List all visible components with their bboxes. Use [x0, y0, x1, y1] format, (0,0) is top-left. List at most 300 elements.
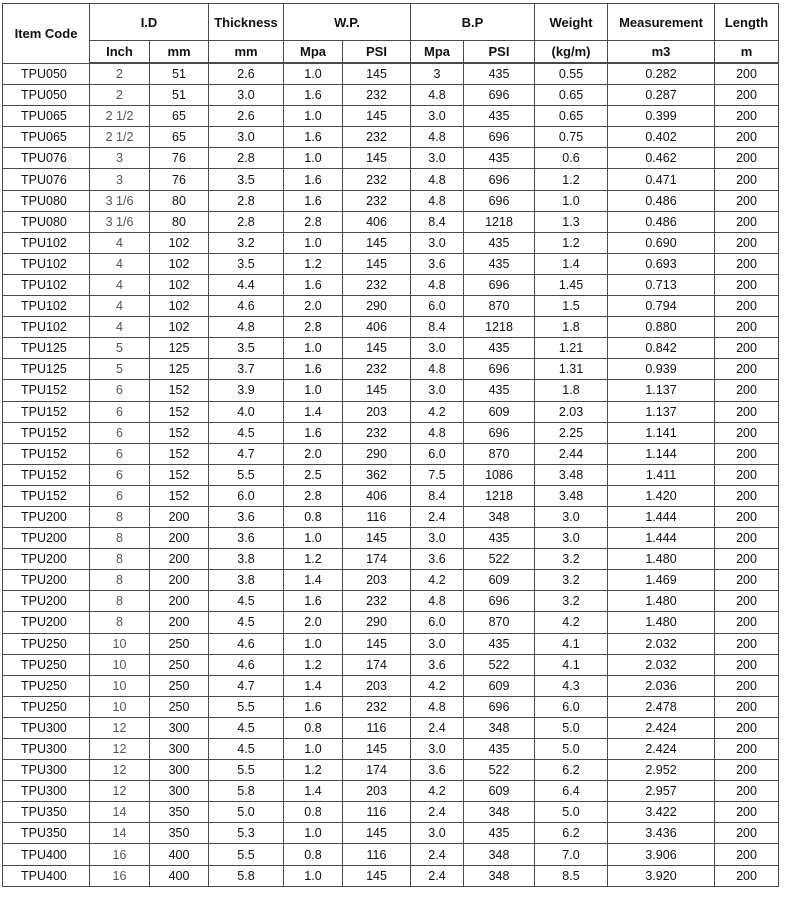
cell-weight: 3.0	[535, 528, 608, 549]
table-row	[3, 844, 779, 865]
cell-length: 200	[715, 359, 779, 380]
cell-measurement: 0.690	[608, 232, 715, 253]
cell-bp-psi: 522	[464, 549, 535, 570]
cell-measurement: 2.424	[608, 739, 715, 760]
cell-wp-psi: 116	[343, 717, 411, 738]
cell-length: 200	[715, 760, 779, 781]
cell-thickness: 5.8	[209, 865, 284, 886]
cell-thickness: 2.8	[209, 190, 284, 211]
cell-id-mm: 300	[150, 760, 209, 781]
cell-thickness: 4.7	[209, 675, 284, 696]
cell-bp-psi: 348	[464, 506, 535, 527]
cell-item-code: TPU300	[3, 739, 90, 760]
cell-wp-psi: 145	[343, 253, 411, 274]
subheader-bp-mpa: Mpa	[411, 41, 464, 64]
cell-bp-mpa: 3.0	[411, 338, 464, 359]
cell-weight: 4.1	[535, 633, 608, 654]
cell-bp-psi: 609	[464, 401, 535, 422]
cell-id-mm: 102	[150, 317, 209, 338]
cell-item-code: TPU152	[3, 401, 90, 422]
cell-measurement: 0.399	[608, 106, 715, 127]
cell-id-inch: 16	[90, 844, 150, 865]
table-row	[3, 127, 779, 148]
cell-wp-mpa: 1.6	[284, 190, 343, 211]
cell-length: 200	[715, 106, 779, 127]
cell-thickness: 6.0	[209, 485, 284, 506]
cell-id-inch: 4	[90, 274, 150, 295]
cell-wp-psi: 232	[343, 591, 411, 612]
cell-thickness: 2.6	[209, 63, 284, 85]
cell-id-mm: 102	[150, 253, 209, 274]
cell-wp-mpa: 1.0	[284, 232, 343, 253]
cell-id-inch: 6	[90, 443, 150, 464]
table-row	[3, 422, 779, 443]
cell-item-code: TPU125	[3, 359, 90, 380]
cell-bp-psi: 696	[464, 274, 535, 295]
cell-length: 200	[715, 591, 779, 612]
cell-measurement: 2.036	[608, 675, 715, 696]
cell-measurement: 0.486	[608, 211, 715, 232]
cell-id-mm: 200	[150, 570, 209, 591]
cell-wp-psi: 174	[343, 549, 411, 570]
cell-wp-psi: 232	[343, 127, 411, 148]
table-row	[3, 359, 779, 380]
cell-weight: 5.0	[535, 802, 608, 823]
cell-wp-psi: 145	[343, 380, 411, 401]
cell-id-mm: 300	[150, 739, 209, 760]
cell-length: 200	[715, 506, 779, 527]
cell-id-inch: 10	[90, 633, 150, 654]
cell-measurement: 2.478	[608, 696, 715, 717]
cell-length: 200	[715, 380, 779, 401]
subheader-wp-psi: PSI	[343, 41, 411, 64]
cell-length: 200	[715, 190, 779, 211]
cell-id-inch: 8	[90, 528, 150, 549]
cell-wp-mpa: 1.6	[284, 422, 343, 443]
cell-wp-psi: 174	[343, 654, 411, 675]
cell-item-code: TPU250	[3, 696, 90, 717]
cell-thickness: 3.8	[209, 549, 284, 570]
cell-measurement: 1.144	[608, 443, 715, 464]
cell-length: 200	[715, 654, 779, 675]
cell-id-mm: 400	[150, 844, 209, 865]
cell-wp-mpa: 2.0	[284, 612, 343, 633]
cell-weight: 2.44	[535, 443, 608, 464]
cell-id-inch: 2	[90, 63, 150, 85]
cell-thickness: 4.5	[209, 591, 284, 612]
cell-item-code: TPU300	[3, 781, 90, 802]
cell-wp-psi: 145	[343, 63, 411, 85]
cell-bp-psi: 696	[464, 85, 535, 106]
cell-length: 200	[715, 296, 779, 317]
cell-id-mm: 152	[150, 485, 209, 506]
cell-measurement: 0.462	[608, 148, 715, 169]
cell-measurement: 0.880	[608, 317, 715, 338]
cell-length: 200	[715, 802, 779, 823]
cell-bp-psi: 696	[464, 169, 535, 190]
cell-id-inch: 12	[90, 760, 150, 781]
cell-thickness: 3.9	[209, 380, 284, 401]
cell-wp-psi: 232	[343, 696, 411, 717]
cell-wp-psi: 290	[343, 612, 411, 633]
cell-item-code: TPU080	[3, 190, 90, 211]
cell-weight: 1.31	[535, 359, 608, 380]
cell-wp-mpa: 0.8	[284, 717, 343, 738]
cell-item-code: TPU200	[3, 549, 90, 570]
cell-wp-mpa: 1.6	[284, 127, 343, 148]
cell-wp-mpa: 1.6	[284, 85, 343, 106]
cell-weight: 1.8	[535, 317, 608, 338]
cell-bp-psi: 609	[464, 781, 535, 802]
cell-id-inch: 14	[90, 802, 150, 823]
table-row	[3, 781, 779, 802]
cell-weight: 6.0	[535, 696, 608, 717]
subheader-measurement-unit: m3	[608, 41, 715, 64]
cell-weight: 1.8	[535, 380, 608, 401]
cell-wp-psi: 145	[343, 865, 411, 886]
cell-length: 200	[715, 485, 779, 506]
cell-id-inch: 12	[90, 717, 150, 738]
cell-weight: 3.2	[535, 591, 608, 612]
cell-measurement: 2.952	[608, 760, 715, 781]
cell-item-code: TPU125	[3, 338, 90, 359]
cell-length: 200	[715, 528, 779, 549]
table-row	[3, 823, 779, 844]
cell-bp-mpa: 3.0	[411, 633, 464, 654]
cell-measurement: 1.480	[608, 612, 715, 633]
cell-wp-psi: 406	[343, 211, 411, 232]
cell-weight: 1.5	[535, 296, 608, 317]
cell-wp-psi: 145	[343, 739, 411, 760]
cell-measurement: 1.137	[608, 380, 715, 401]
cell-thickness: 3.2	[209, 232, 284, 253]
cell-wp-psi: 232	[343, 169, 411, 190]
cell-id-inch: 8	[90, 591, 150, 612]
cell-bp-psi: 435	[464, 253, 535, 274]
cell-thickness: 3.0	[209, 127, 284, 148]
cell-item-code: TPU350	[3, 802, 90, 823]
cell-bp-psi: 435	[464, 148, 535, 169]
header-weight: Weight	[535, 4, 608, 41]
cell-id-mm: 152	[150, 401, 209, 422]
cell-measurement: 1.137	[608, 401, 715, 422]
cell-wp-psi: 406	[343, 317, 411, 338]
cell-id-mm: 102	[150, 232, 209, 253]
cell-item-code: TPU250	[3, 633, 90, 654]
cell-id-inch: 8	[90, 612, 150, 633]
cell-item-code: TPU050	[3, 85, 90, 106]
cell-weight: 6.2	[535, 823, 608, 844]
cell-thickness: 4.7	[209, 443, 284, 464]
cell-length: 200	[715, 781, 779, 802]
cell-length: 200	[715, 633, 779, 654]
cell-wp-mpa: 1.0	[284, 380, 343, 401]
cell-measurement: 1.480	[608, 591, 715, 612]
cell-item-code: TPU102	[3, 296, 90, 317]
cell-item-code: TPU065	[3, 106, 90, 127]
cell-wp-psi: 145	[343, 148, 411, 169]
cell-wp-mpa: 1.0	[284, 865, 343, 886]
cell-bp-psi: 1218	[464, 485, 535, 506]
table-row	[3, 654, 779, 675]
table-header	[3, 4, 779, 64]
cell-length: 200	[715, 148, 779, 169]
cell-thickness: 4.6	[209, 654, 284, 675]
cell-measurement: 0.693	[608, 253, 715, 274]
spec-table	[2, 3, 779, 887]
cell-wp-psi: 203	[343, 675, 411, 696]
table-row	[3, 760, 779, 781]
cell-bp-psi: 696	[464, 591, 535, 612]
subheader-inch: Inch	[90, 41, 150, 64]
cell-thickness: 4.5	[209, 717, 284, 738]
cell-bp-mpa: 6.0	[411, 443, 464, 464]
cell-length: 200	[715, 63, 779, 85]
cell-id-mm: 250	[150, 675, 209, 696]
cell-id-inch: 4	[90, 253, 150, 274]
table-row	[3, 717, 779, 738]
table-row	[3, 211, 779, 232]
cell-bp-mpa: 3.0	[411, 106, 464, 127]
cell-measurement: 1.444	[608, 528, 715, 549]
cell-wp-mpa: 2.8	[284, 317, 343, 338]
cell-measurement: 1.480	[608, 549, 715, 570]
cell-length: 200	[715, 823, 779, 844]
cell-item-code: TPU200	[3, 612, 90, 633]
cell-id-mm: 152	[150, 443, 209, 464]
cell-wp-mpa: 1.0	[284, 338, 343, 359]
cell-item-code: TPU400	[3, 865, 90, 886]
cell-thickness: 4.0	[209, 401, 284, 422]
cell-thickness: 4.6	[209, 296, 284, 317]
cell-wp-psi: 362	[343, 464, 411, 485]
table-row	[3, 443, 779, 464]
cell-bp-mpa: 2.4	[411, 865, 464, 886]
cell-bp-mpa: 3.0	[411, 232, 464, 253]
cell-item-code: TPU102	[3, 253, 90, 274]
cell-wp-psi: 290	[343, 443, 411, 464]
cell-thickness: 3.8	[209, 570, 284, 591]
cell-measurement: 0.287	[608, 85, 715, 106]
cell-id-mm: 400	[150, 865, 209, 886]
cell-id-inch: 8	[90, 570, 150, 591]
cell-id-mm: 200	[150, 549, 209, 570]
cell-wp-mpa: 1.0	[284, 739, 343, 760]
cell-thickness: 2.8	[209, 148, 284, 169]
cell-length: 200	[715, 570, 779, 591]
cell-item-code: TPU200	[3, 591, 90, 612]
cell-id-mm: 152	[150, 422, 209, 443]
cell-measurement: 2.032	[608, 654, 715, 675]
cell-wp-mpa: 1.4	[284, 675, 343, 696]
cell-id-inch: 6	[90, 422, 150, 443]
cell-weight: 1.2	[535, 169, 608, 190]
cell-wp-mpa: 2.0	[284, 296, 343, 317]
cell-length: 200	[715, 253, 779, 274]
cell-bp-psi: 435	[464, 232, 535, 253]
cell-id-mm: 102	[150, 296, 209, 317]
cell-thickness: 4.5	[209, 739, 284, 760]
cell-id-mm: 152	[150, 464, 209, 485]
table-row	[3, 296, 779, 317]
cell-weight: 0.55	[535, 63, 608, 85]
cell-wp-mpa: 1.6	[284, 274, 343, 295]
cell-weight: 6.4	[535, 781, 608, 802]
cell-bp-psi: 435	[464, 63, 535, 85]
cell-item-code: TPU300	[3, 717, 90, 738]
header-measurement: Measurement	[608, 4, 715, 41]
cell-id-mm: 300	[150, 781, 209, 802]
cell-measurement: 2.424	[608, 717, 715, 738]
cell-bp-mpa: 4.8	[411, 127, 464, 148]
cell-weight: 0.65	[535, 85, 608, 106]
cell-wp-psi: 203	[343, 781, 411, 802]
cell-measurement: 0.282	[608, 63, 715, 85]
table-row	[3, 169, 779, 190]
table-row	[3, 696, 779, 717]
cell-bp-psi: 348	[464, 844, 535, 865]
cell-length: 200	[715, 317, 779, 338]
table-row	[3, 528, 779, 549]
table-row	[3, 317, 779, 338]
cell-bp-psi: 522	[464, 654, 535, 675]
cell-bp-mpa: 2.4	[411, 717, 464, 738]
cell-wp-mpa: 1.6	[284, 169, 343, 190]
cell-item-code: TPU152	[3, 380, 90, 401]
cell-id-mm: 76	[150, 169, 209, 190]
cell-wp-mpa: 1.2	[284, 253, 343, 274]
cell-measurement: 1.411	[608, 464, 715, 485]
cell-bp-psi: 348	[464, 717, 535, 738]
cell-weight: 0.75	[535, 127, 608, 148]
cell-bp-mpa: 4.8	[411, 422, 464, 443]
cell-length: 200	[715, 169, 779, 190]
cell-wp-mpa: 1.0	[284, 63, 343, 85]
cell-id-inch: 3 1/6	[90, 190, 150, 211]
cell-thickness: 3.7	[209, 359, 284, 380]
table-row	[3, 591, 779, 612]
cell-id-mm: 250	[150, 654, 209, 675]
cell-bp-psi: 435	[464, 633, 535, 654]
cell-item-code: TPU080	[3, 211, 90, 232]
cell-item-code: TPU152	[3, 443, 90, 464]
cell-length: 200	[715, 696, 779, 717]
cell-id-inch: 10	[90, 696, 150, 717]
subheader-id-mm: mm	[150, 41, 209, 64]
cell-weight: 4.1	[535, 654, 608, 675]
table-row	[3, 232, 779, 253]
cell-length: 200	[715, 211, 779, 232]
cell-length: 200	[715, 717, 779, 738]
cell-item-code: TPU250	[3, 654, 90, 675]
cell-id-inch: 14	[90, 823, 150, 844]
cell-id-mm: 80	[150, 211, 209, 232]
cell-wp-psi: 232	[343, 422, 411, 443]
cell-measurement: 3.920	[608, 865, 715, 886]
cell-length: 200	[715, 127, 779, 148]
cell-bp-mpa: 4.2	[411, 675, 464, 696]
cell-item-code: TPU076	[3, 169, 90, 190]
cell-wp-psi: 116	[343, 802, 411, 823]
cell-wp-mpa: 1.0	[284, 148, 343, 169]
cell-measurement: 0.842	[608, 338, 715, 359]
cell-measurement: 3.906	[608, 844, 715, 865]
cell-weight: 3.48	[535, 485, 608, 506]
cell-length: 200	[715, 274, 779, 295]
cell-weight: 4.2	[535, 612, 608, 633]
cell-item-code: TPU076	[3, 148, 90, 169]
cell-measurement: 1.469	[608, 570, 715, 591]
cell-length: 200	[715, 422, 779, 443]
table-row	[3, 865, 779, 886]
cell-thickness: 5.5	[209, 760, 284, 781]
cell-weight: 0.6	[535, 148, 608, 169]
cell-id-inch: 4	[90, 296, 150, 317]
cell-id-mm: 300	[150, 717, 209, 738]
cell-wp-psi: 232	[343, 274, 411, 295]
cell-id-inch: 6	[90, 485, 150, 506]
cell-length: 200	[715, 549, 779, 570]
table-row	[3, 802, 779, 823]
cell-id-mm: 200	[150, 612, 209, 633]
table-row	[3, 549, 779, 570]
cell-id-mm: 65	[150, 106, 209, 127]
cell-length: 200	[715, 612, 779, 633]
cell-weight: 3.0	[535, 506, 608, 527]
cell-item-code: TPU065	[3, 127, 90, 148]
cell-id-mm: 200	[150, 528, 209, 549]
cell-id-inch: 4	[90, 317, 150, 338]
cell-bp-mpa: 4.2	[411, 781, 464, 802]
cell-wp-psi: 116	[343, 844, 411, 865]
cell-wp-mpa: 1.0	[284, 106, 343, 127]
cell-bp-mpa: 4.2	[411, 401, 464, 422]
cell-bp-psi: 435	[464, 823, 535, 844]
cell-wp-psi: 145	[343, 633, 411, 654]
cell-weight: 3.2	[535, 549, 608, 570]
cell-wp-psi: 145	[343, 338, 411, 359]
cell-weight: 2.25	[535, 422, 608, 443]
cell-bp-psi: 696	[464, 696, 535, 717]
cell-id-inch: 3	[90, 148, 150, 169]
cell-wp-mpa: 1.2	[284, 549, 343, 570]
cell-weight: 1.45	[535, 274, 608, 295]
cell-id-inch: 5	[90, 338, 150, 359]
cell-bp-psi: 1218	[464, 211, 535, 232]
cell-bp-mpa: 3.0	[411, 148, 464, 169]
cell-measurement: 0.486	[608, 190, 715, 211]
cell-id-inch: 6	[90, 380, 150, 401]
cell-bp-mpa: 2.4	[411, 506, 464, 527]
cell-thickness: 5.3	[209, 823, 284, 844]
cell-wp-psi: 232	[343, 359, 411, 380]
header-length: Length	[715, 4, 779, 41]
cell-wp-psi: 145	[343, 106, 411, 127]
cell-wp-mpa: 1.2	[284, 760, 343, 781]
cell-wp-mpa: 2.8	[284, 485, 343, 506]
cell-thickness: 3.5	[209, 169, 284, 190]
cell-bp-psi: 609	[464, 675, 535, 696]
cell-bp-mpa: 3.0	[411, 823, 464, 844]
cell-measurement: 0.402	[608, 127, 715, 148]
cell-wp-mpa: 2.8	[284, 211, 343, 232]
cell-bp-psi: 609	[464, 570, 535, 591]
table-body	[3, 63, 779, 886]
cell-bp-psi: 870	[464, 612, 535, 633]
header-thickness: Thickness	[209, 4, 284, 41]
cell-thickness: 3.6	[209, 506, 284, 527]
table-row	[3, 190, 779, 211]
